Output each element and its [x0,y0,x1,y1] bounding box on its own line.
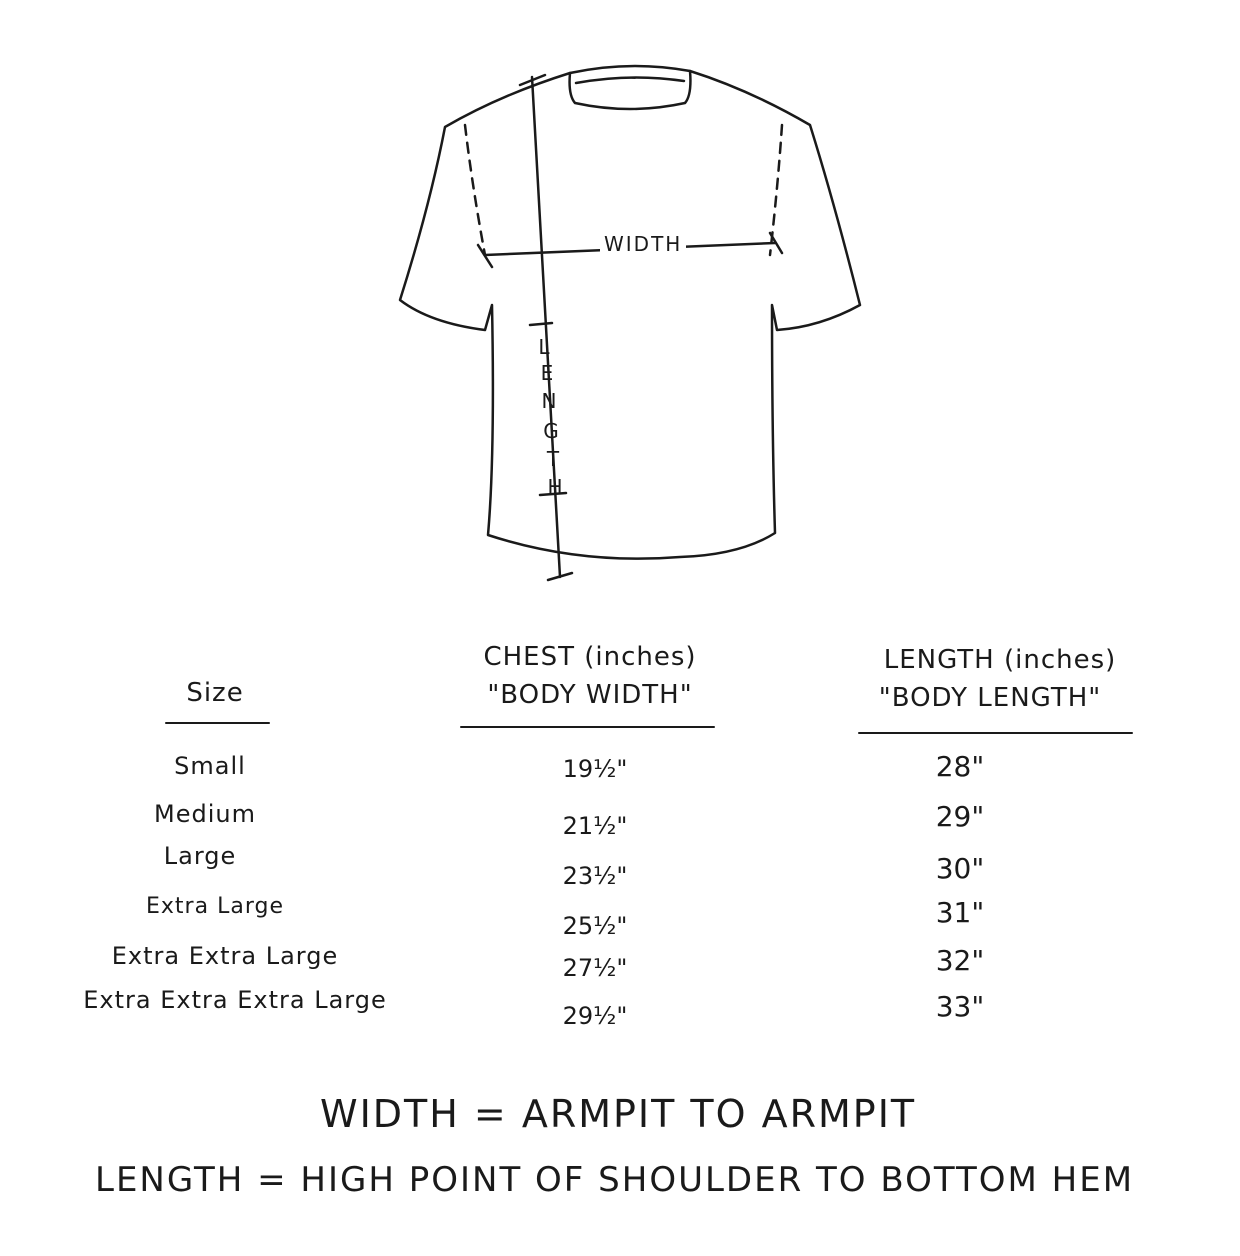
table-row-chest: 19½" [562,755,628,783]
length-letter: E [540,361,554,385]
table-row-size: Small [174,752,246,780]
table-row-size: Extra Large [146,894,284,919]
table-row-size: Medium [154,800,256,828]
table-row-size: Large [163,842,237,870]
table-row-chest: 25½" [562,912,628,940]
length-letter: G [543,419,559,443]
table-row-length: 28" [935,750,985,783]
length-letter: T [546,447,560,471]
size-header: Size [186,678,244,708]
table-row-length: 30" [935,852,985,885]
length-definition: LENGTH = HIGH POINT OF SHOULDER TO BOTTOM HEM [95,1160,1135,1200]
table-row-length: 29" [935,800,985,833]
table-row-chest: 23½" [562,862,628,890]
length-header-underline [858,732,1133,734]
tshirt-outline [380,55,880,595]
width-label: WIDTH [600,232,686,256]
table-row-chest: 27½" [562,954,628,982]
table-row-length: 31" [935,896,985,929]
shirt-body [400,71,860,559]
width-definition: WIDTH = ARMPIT TO ARMPIT [320,1092,917,1136]
tshirt-diagram [0,0,1240,620]
table-row-chest: 21½" [562,812,628,840]
table-row-size: Extra Extra Large [111,942,339,970]
length-measure-line [532,77,560,577]
chest-header-underline [460,726,715,728]
length-letter: L [538,335,550,359]
length-letter: N [541,389,557,413]
table-row-length: 32" [935,944,985,977]
length-header: LENGTH (inches) [883,645,1117,675]
size-header-underline [165,722,270,724]
table-row-chest: 29½" [562,1002,628,1030]
collar [570,66,691,109]
chest-header: CHEST (inches) [483,642,697,672]
table-row-size: Extra Extra Extra Large [83,986,387,1014]
table-row-length: 33" [935,990,985,1023]
chest-subheader: "BODY WIDTH" [487,680,693,710]
length-letter: H [547,475,563,499]
length-subheader: "BODY LENGTH" [878,683,1102,713]
